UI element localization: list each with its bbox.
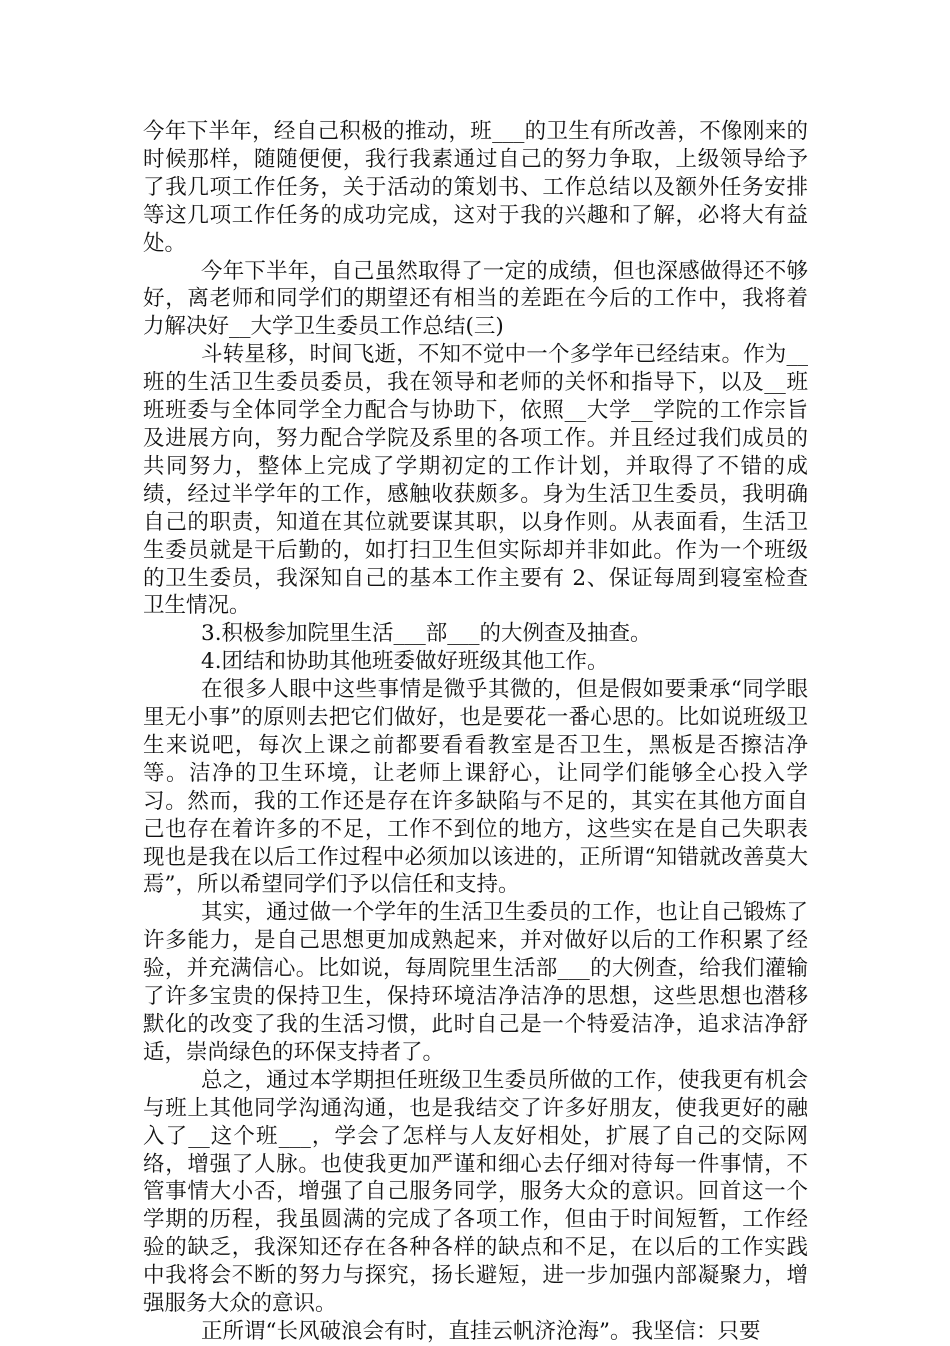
paragraph: 3.积极参加院里生活___部___的大例查及抽查。 — [201, 621, 652, 647]
paragraph: 4.团结和协助其他班委做好班级其他工作。 — [201, 649, 609, 675]
paragraph: 在很多人眼中这些事情是微乎其微的，但是假如要秉承“同学眼里无小事”的原则去把它们做好，也是要花一番心思的。比如说班级卫生来说吧，每次上课之前都要看看教室是否卫生，黑板是否擦洁净等。洁净的卫生环境，让老师上课舒心，让同学们能够全心投入学习。然而，我的工作还是存在许多缺陷与不足的，其实在其他方面自己也存在着许多的不足，工作不到位的地方，这些实在是自己失职表现也是我在以后工作过程中必须加以该进的，正所谓“知错就改善莫大焉”，所以希望同学们予以信任和支持。 — [143, 677, 808, 898]
paragraph: 今年下半年，自己虽然取得了一定的成绩，但也深感做得还不够好，离老师和同学们的期望还有相当的差距在今后的工作中，我将着力解决好__大学卫生委员工作总结(三) — [143, 258, 808, 340]
paragraph: 今年下半年，经自己积极的推动，班___的卫生有所改善，不像刚来的时候那样，随随便便，我行我素通过自己的努力争取，上级领导给予了我几项工作任务，关于活动的策划书、工作总结以及额外任务安排等这几项工作任务的成功完成，这对于我的兴趣和了解，必将大有益处。 — [143, 119, 808, 256]
paragraph: 斗转星移，时间飞逝，不知不觉中一个多学年已经结束。作为__班的生活卫生委员委员，我在领导和老师的关怀和指导下，以及__班班班委与全体同学全力配合与协助下，依照__大学__学院的工作宗旨及进展方向，努力配合学院及系里的各项工作。并且经过我们成员的共同努力，整体上完成了学期初定的工作计划，并取得了不错的成绩，经过半学年的工作，感触收获颇多。身为生活卫生委员，我明确自己的职责，知道在其位就要谋其职，以身作则。从表面看，生活卫生委员就是干后勤的，如打扫卫生但实际却并非如此。作为一个班级的卫生委员，我深知自己的基本工作主要有 2、保证每周到寝室检查卫生情况。 — [143, 342, 808, 619]
paragraph: 正所谓“长风破浪会有时，直挂云帆济沧海”。我坚信：只要 — [201, 1318, 761, 1344]
paragraph: 其实，通过做一个学年的生活卫生委员的工作，也让自己锻炼了许多能力，是自己思想更加成熟起来，并对做好以后的工作积累了经验，并充满信心。比如说，每周院里生活部___的大例查，给我们灌输了许多宝贵的保持卫生，保持环境洁净洁净的思想，这些思想也潜移默化的改变了我的生活习惯，此时自己是一个特爱洁净，追求洁净舒适，崇尚绿色的环保支持者了。 — [143, 900, 808, 1065]
document-page — [143, 118, 808, 1346]
paragraph: 总之，通过本学期担任班级卫生委员所做的工作，使我更有机会与班上其他同学沟通沟通，也是我结交了许多好朋友，使我更好的融入了__这个班___，学会了怎样与人友好相处，扩展了自己的交际网络，增强了人脉。也使我更加严谨和细心去仔细对待每一件事情，不管事情大小否，增强了自己服务同学，服务大众的意识。回首这一个学期的历程，我虽圆满的完成了各项工作，但由于时间短暂，工作经验的缺乏，我深知还存在各种各样的缺点和不足，在以后的工作实践中我将会不断的努力与探究，扬长避短，进一步加强内部凝聚力，增强服务大众的意识。 — [143, 1067, 808, 1317]
